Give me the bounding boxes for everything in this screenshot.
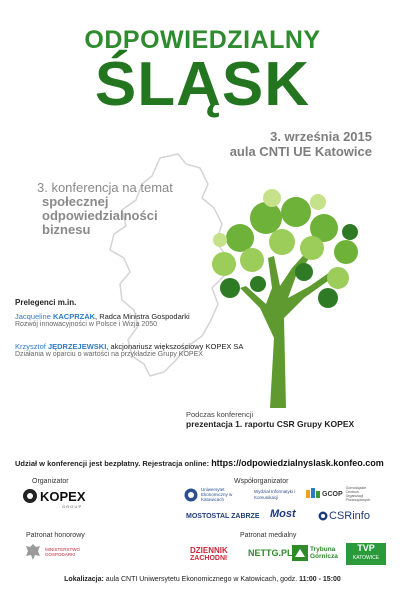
gcop-mark-icon [306,488,320,500]
event-venue: aula CNTI UE Katowice [229,144,372,159]
ue-logo [184,487,260,502]
footer-time: 11:00 - 15:00 [299,576,341,583]
speakers-heading: Prelegenci m.in. [15,298,77,307]
registration-link[interactable]: https://odpowiedzialnyslask.konfeo.com [211,458,384,468]
gcop-logo-text: GCOP [322,490,343,498]
speaker-2-first-name: Krzysztof [15,342,46,351]
co-organizer-heading: Współorganizator [234,478,289,485]
footer-place: aula CNTI Uniwersytetu Ekonomicznego w Katowicach, godz. [105,576,298,583]
event-date: 3. września 2015 [270,129,372,144]
ministry-logo-text: MINISTERSTWO GOSPODARKI [45,547,80,557]
honorary-heading: Patronat honorowy [26,532,85,539]
conference-topic-3: biznesu [42,222,91,237]
trybuna-text: Trybuna [310,546,336,553]
csrinfo-mark-icon [318,511,328,521]
kopex-mark-icon [22,488,38,504]
conference-topic-1: społecznej [42,194,109,209]
faculty-logo-text: Wydział Informatyki i Komunikacji [254,489,296,500]
gcop-logo [306,486,372,502]
tvp-katowice-logo [346,543,386,565]
speaker-2-role: , akcjonariusz większościowy KOPEX SA [106,342,244,351]
hands-tree-icon [200,168,365,408]
ue-emblem-icon [184,488,198,502]
kopex-logo-text: KOPEX [40,488,86,504]
mostostal-logo-text: MOSTOSTAL ZABRZE [186,513,260,520]
speaker-1 [15,312,190,328]
dziennik-zachodni-logo [190,546,238,568]
csrinfo-logo [318,510,370,522]
organizer-heading: Organizator [32,478,69,485]
speaker-1-first-name: Jacqueline [15,312,51,321]
speaker-1-talk: Rozwój innowacyjności w Polsce i Wizja 2050 [15,321,158,328]
title-line-2: ŚLĄSK [94,50,311,119]
speaker-1-last-name: KACPRZAK [52,312,96,321]
participation-text: Udział w konferencji jest bezpłatny. Rejestracja online: [15,459,210,468]
gcop-logo-sub: Górnośląskie Centrum Organizacji Pozarządowych [345,486,371,502]
speaker-2-last-name: JĘDRZEJEWSKI [47,342,107,351]
footer-location [0,576,405,583]
csrinfo-logo-text: CSRinfo [329,510,370,522]
footer-label: Lokalizacja: [64,576,104,583]
tvp-text: TVP [357,543,375,553]
ue-logo-text: Uniwersytet Ekonomiczny w Katowicach [201,487,233,502]
title-line-1: ODPOWIEDZIALNY [84,26,321,54]
eagle-emblem-icon [24,542,42,562]
speaker-2-talk: Działania w oparciu o wartości na przykładzie Grupy KOPEX [15,351,203,358]
highlight-report: prezentacja 1. raportu CSR Grupy KOPEX [186,419,355,429]
speaker-1-role: , Radca Ministra Gospodarki [95,312,190,321]
most-logo-text: Most [270,508,296,520]
media-heading: Patronat medialny [240,532,297,539]
gornicza-text: Górnicza [310,553,338,560]
participation-info [15,458,384,468]
ministry-logo [24,542,81,562]
conference-intro: 3. konferencja na temat [37,180,173,195]
trybuna-mark-icon [292,545,308,561]
nettg-logo-text: NETTG.PL [248,548,293,558]
zachodni-text: ZACHODNI [190,555,227,562]
dziennik-text: DZIENNIK [190,546,228,555]
speaker-2 [15,342,243,358]
highlight-during: Podczas konferencji [186,410,254,419]
conference-topic-2: odpowiedzialności [42,208,158,223]
kopex-logo [22,488,86,509]
katowice-text: KATOWICE [352,555,380,561]
kopex-logo-sub: G R O U P [62,504,82,509]
trybuna-gornicza-logo [292,545,338,561]
